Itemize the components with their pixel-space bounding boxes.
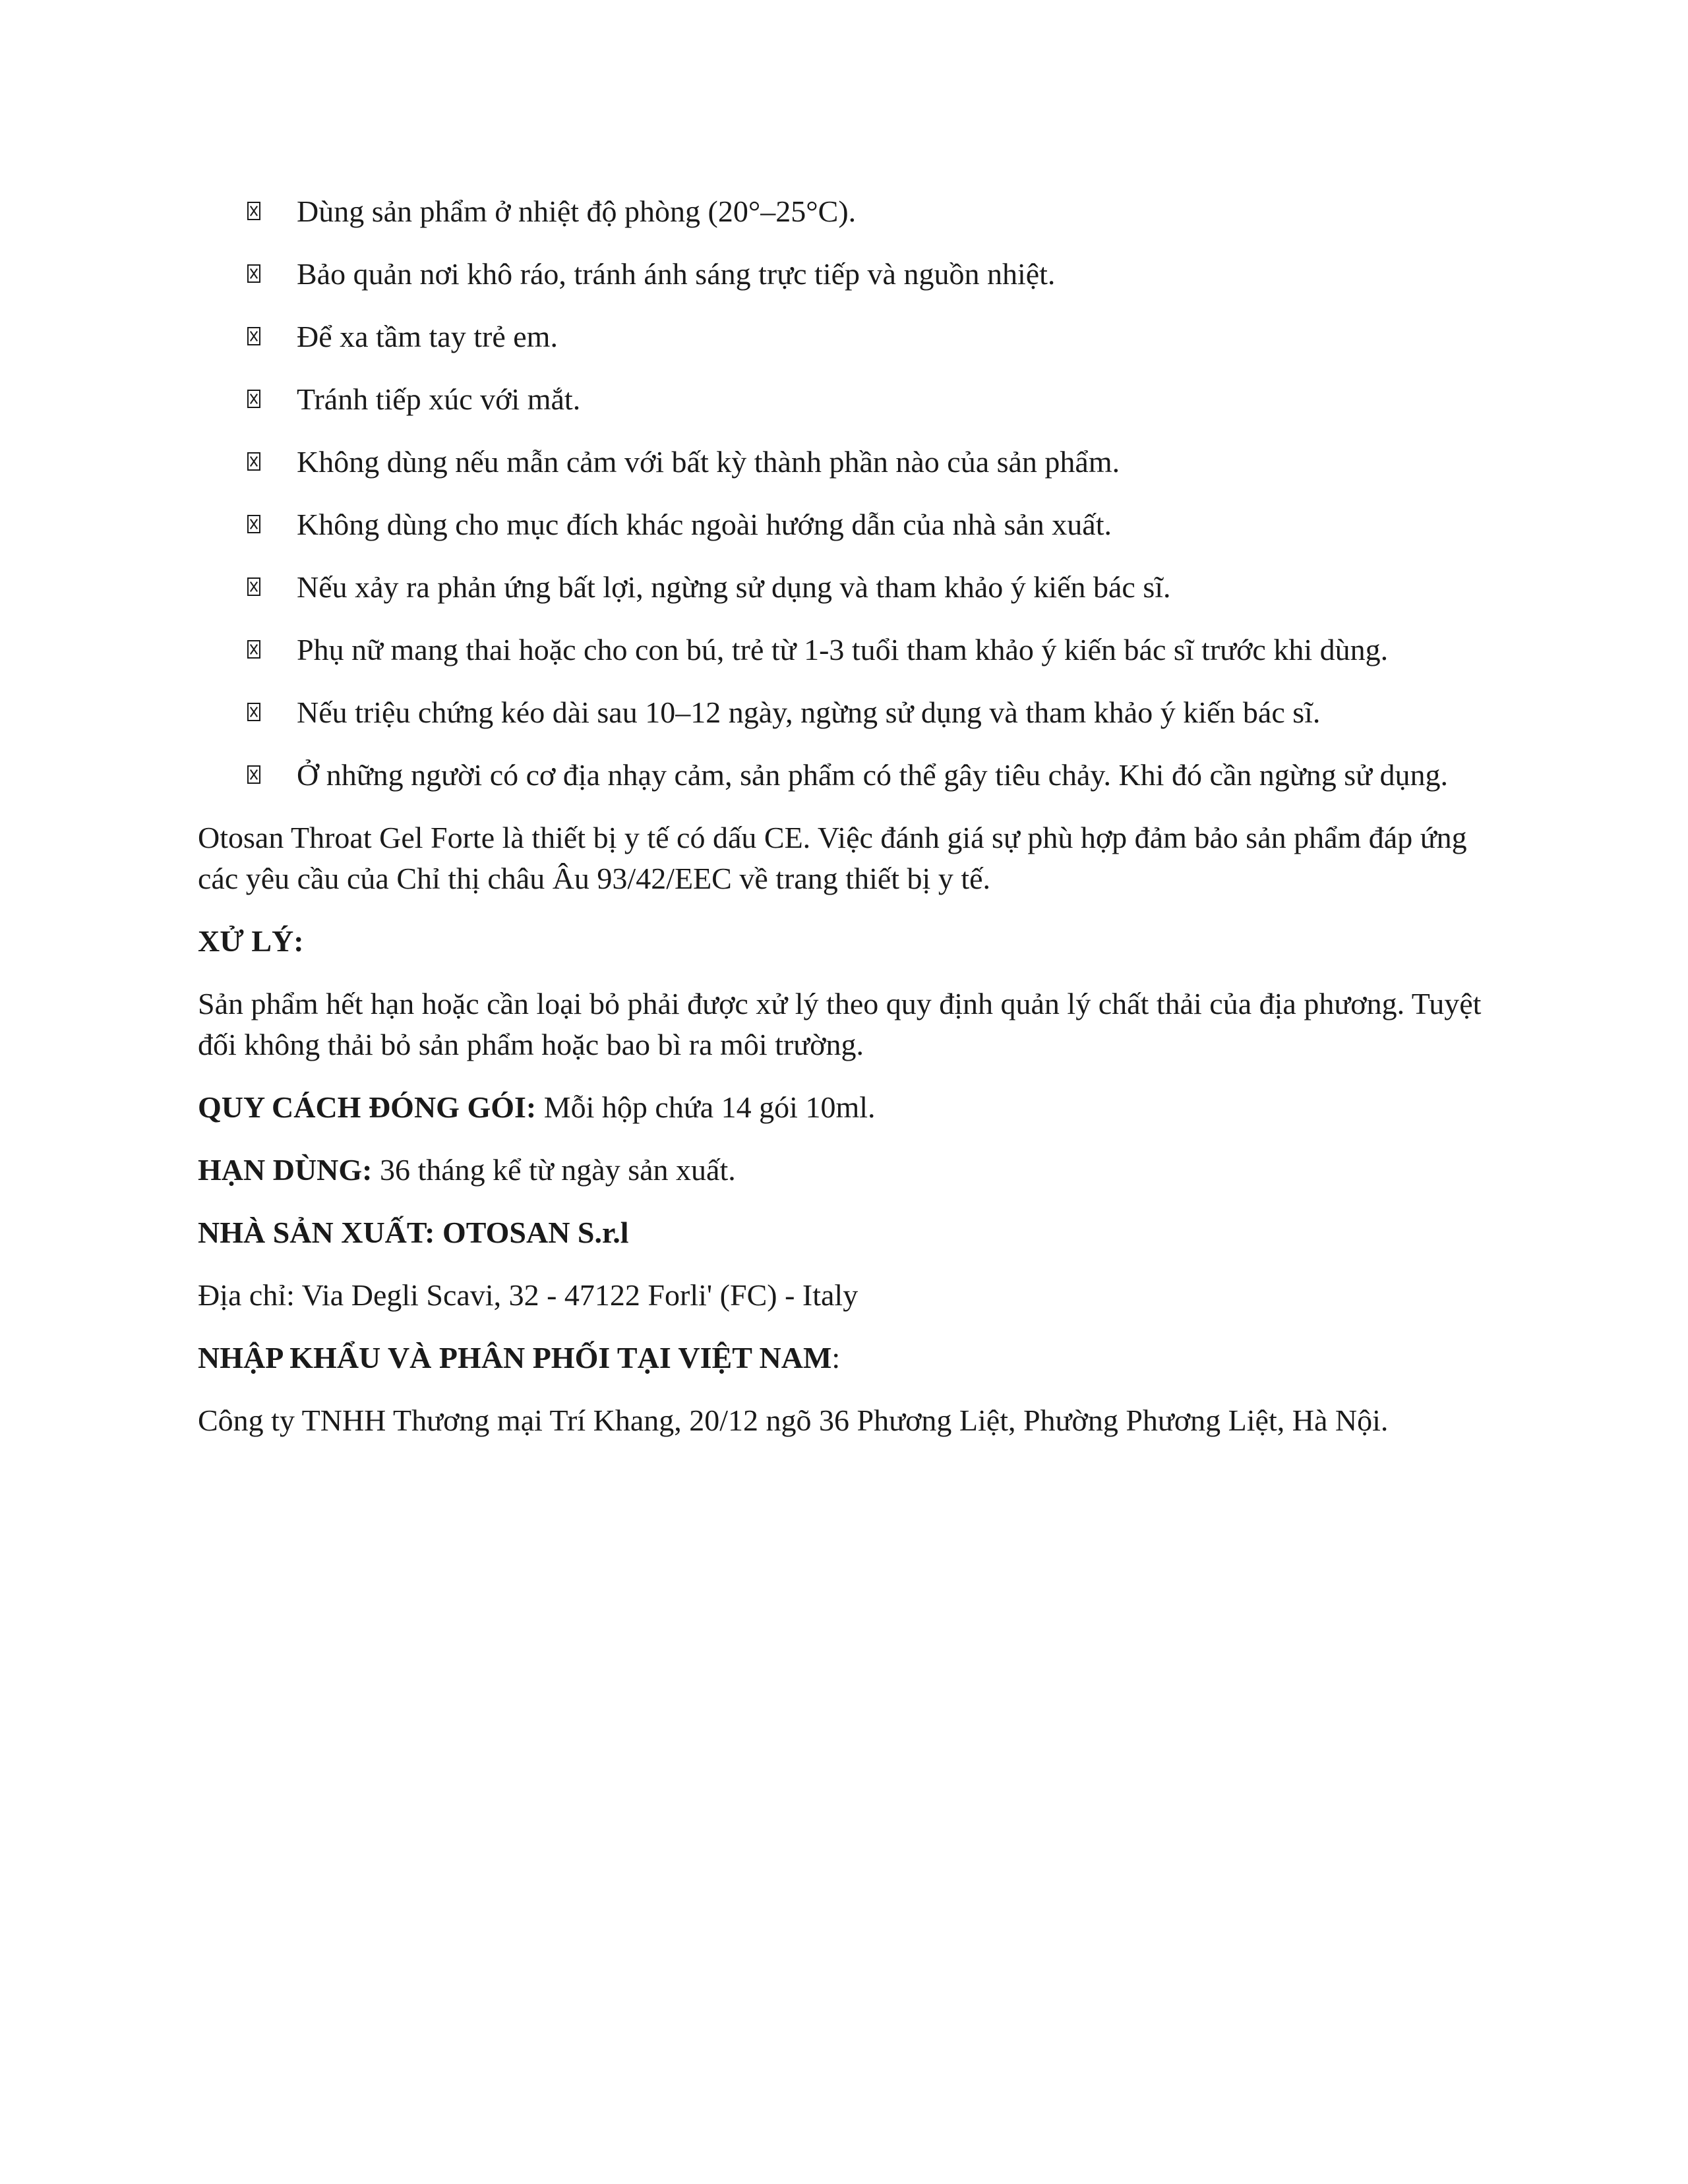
list-item-text: Để xa tầm tay trẻ em.	[297, 320, 558, 353]
list-item-text: Không dùng cho mục đích khác ngoài hướng dẫn của nhà sản xuất.	[297, 508, 1112, 541]
list-item-text: Dùng sản phẩm ở nhiệt độ phòng (20°–25°C).	[297, 194, 857, 228]
list-item	[198, 567, 1503, 608]
missing-glyph-bullet-icon	[247, 577, 260, 596]
missing-glyph-bullet-icon	[247, 390, 260, 408]
list-item-text: Phụ nữ mang thai hoặc cho con bú, trẻ từ 1-3 tuổi tham khảo ý kiến bác sĩ trước khi dùng.	[297, 633, 1389, 666]
list-item-text: Tránh tiếp xúc với mắt.	[297, 382, 581, 416]
packaging-value: Mỗi hộp chứa 14 gói 10ml.	[536, 1090, 876, 1124]
list-item	[198, 254, 1503, 295]
missing-glyph-bullet-icon	[247, 515, 260, 533]
missing-glyph-bullet-icon	[247, 327, 260, 345]
importer-heading: NHẬP KHẨU VÀ PHÂN PHỐI TẠI VIỆT NAM	[198, 1341, 832, 1374]
list-item-text: Bảo quản nơi khô ráo, tránh ánh sáng trực tiếp và nguồn nhiệt.	[297, 257, 1056, 291]
disposal-text: Sản phẩm hết hạn hoặc cần loại bỏ phải được xử lý theo quy định quản lý chất thải của địa phương. Tuyệt đối không thải bỏ sản phẩm hoặc bao bì ra môi trường.	[198, 987, 1482, 1061]
importer-heading-colon: :	[831, 1341, 841, 1374]
importer-heading-line	[198, 1338, 1503, 1378]
list-item-text: Nếu triệu chứng kéo dài sau 10–12 ngày, ngừng sử dụng và tham khảo ý kiến bác sĩ.	[297, 695, 1321, 729]
missing-glyph-bullet-icon	[247, 202, 260, 220]
list-item	[198, 442, 1503, 483]
list-item	[198, 379, 1503, 420]
expiry-value: 36 tháng kể từ ngày sản xuất.	[372, 1153, 736, 1187]
list-item	[198, 692, 1503, 733]
list-item-text: Nếu xảy ra phản ứng bất lợi, ngừng sử dụng và tham khảo ý kiến bác sĩ.	[297, 570, 1171, 604]
manufacturer-address: Địa chỉ: Via Degli Scavi, 32 - 47122 Forli' (FC) - Italy	[198, 1278, 859, 1312]
list-item-text: Không dùng nếu mẫn cảm với bất kỳ thành phần nào của sản phẩm.	[297, 445, 1120, 479]
list-item	[198, 630, 1503, 670]
packaging-label: QUY CÁCH ĐÓNG GÓI:	[198, 1090, 537, 1124]
missing-glyph-bullet-icon	[247, 765, 260, 784]
expiry-line	[198, 1150, 1503, 1191]
document-content	[198, 191, 1503, 1463]
missing-glyph-bullet-icon	[247, 264, 260, 283]
list-item	[198, 316, 1503, 357]
list-item-text: Ở những người có cơ địa nhạy cảm, sản phẩm có thể gây tiêu chảy. Khi đó cần ngừng sử dụng.	[297, 758, 1449, 792]
missing-glyph-bullet-icon	[247, 640, 260, 659]
importer-address: Công ty TNHH Thương mại Trí Khang, 20/12 ngõ 36 Phương Liệt, Phường Phương Liệt, Hà Nội.	[198, 1403, 1389, 1437]
expiry-label: HẠN DÙNG:	[198, 1153, 373, 1187]
packaging-line	[198, 1087, 1503, 1128]
ce-statement: Otosan Throat Gel Forte là thiết bị y tế có dấu CE. Việc đánh giá sự phù hợp đảm bảo sản phẩm đáp ứng các yêu cầu của Chỉ thị châu Âu 93/42/EEC về trang thiết bị y tế.	[198, 821, 1467, 895]
precautions-list	[198, 191, 1503, 796]
list-item	[198, 755, 1503, 796]
list-item	[198, 191, 1503, 232]
list-item	[198, 504, 1503, 545]
missing-glyph-bullet-icon	[247, 452, 260, 471]
disposal-heading: XỬ LÝ:	[198, 924, 304, 958]
missing-glyph-bullet-icon	[247, 703, 260, 721]
manufacturer-heading: NHÀ SẢN XUẤT: OTOSAN S.r.l	[198, 1216, 629, 1249]
